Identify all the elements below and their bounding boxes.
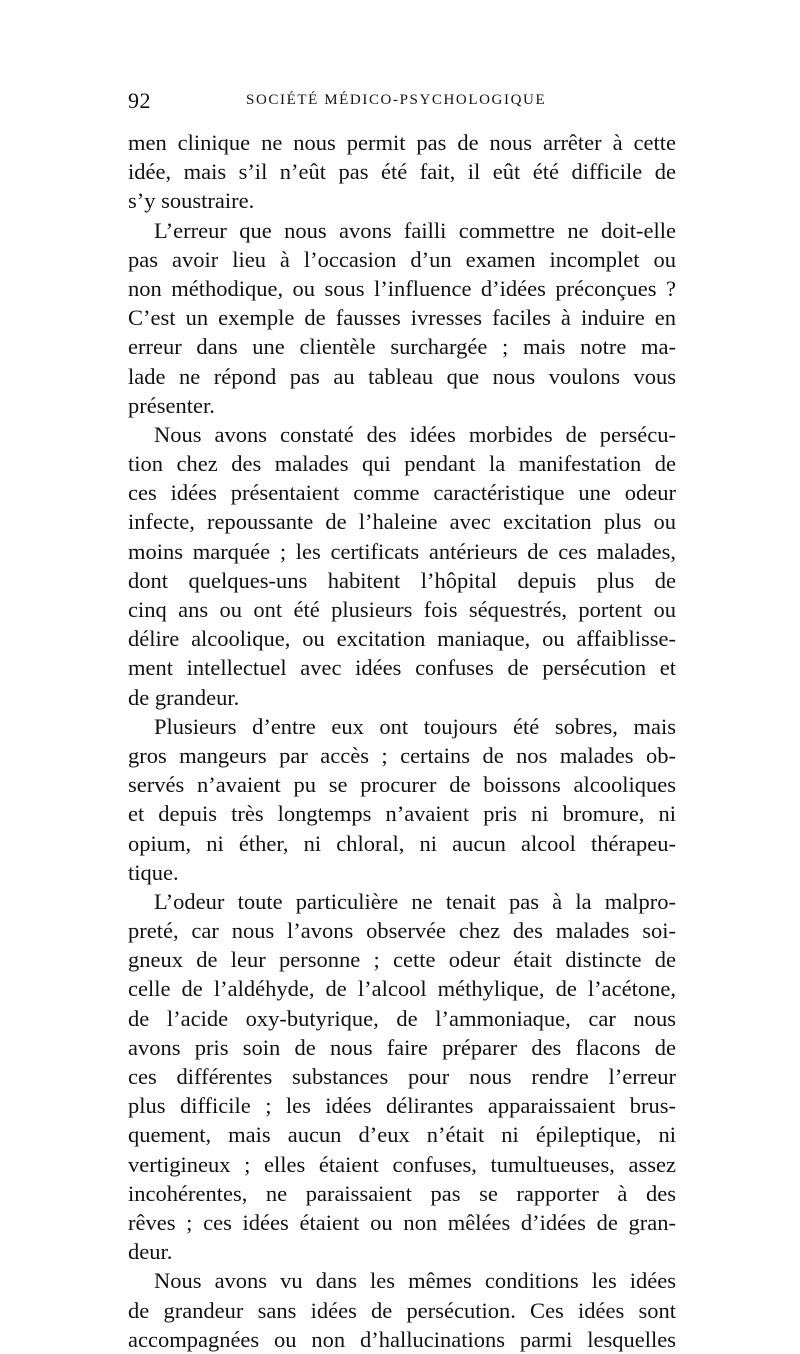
text-line: opium, ni éther, ni chloral, ni aucun alcool thérapeu- bbox=[128, 830, 676, 856]
text-line: présenter. bbox=[128, 392, 215, 418]
text-line: avons pris soin de nous faire préparer des flacons de bbox=[128, 1034, 676, 1060]
text-line: men clinique ne nous permit pas de nous arrêter à cette bbox=[128, 130, 676, 155]
text-line: infecte, repoussante de l’haleine avec excitation plus ou bbox=[128, 509, 676, 535]
text-line: accompagnées ou non d’hallucinations parmi lesquelles bbox=[128, 1326, 676, 1352]
text-line: deur. bbox=[128, 1239, 173, 1265]
text-line: moins marquée ; les certificats antérieurs de ces malades, bbox=[128, 538, 676, 564]
paragraph-start-line: Nous avons vu dans les mêmes conditions les idées bbox=[154, 1268, 676, 1294]
paragraph-start-line: L’erreur que nous avons failli commettre ne doit-elle bbox=[154, 217, 676, 243]
text-line: tique. bbox=[128, 859, 179, 885]
text-line: délire alcoolique, ou excitation maniaque, ou affaiblisse- bbox=[128, 626, 676, 652]
text-line: ces idées présentaient comme caractéristique une odeur bbox=[128, 480, 676, 506]
text-line: rêves ; ces idées étaient ou non mêlées d’idées de gran- bbox=[128, 1209, 676, 1235]
text-line: ces différentes substances pour nous rendre l’erreur bbox=[128, 1064, 676, 1089]
text-line: pas avoir lieu à l’occasion d’un examen incomplet ou bbox=[128, 246, 676, 272]
text-line: gros mangeurs par accès ; certains de nos malades ob- bbox=[128, 742, 676, 768]
page-number: 92 bbox=[128, 88, 151, 113]
text-line: de l’acide oxy-butyrique, de l’ammoniaque, car nous bbox=[128, 1005, 676, 1031]
body-text bbox=[128, 128, 676, 1354]
text-line: ment intellectuel avec idées confuses de persécution et bbox=[128, 655, 676, 681]
text-line: gneux de leur personne ; cette odeur était distincte de bbox=[128, 947, 676, 973]
text-line: tion chez des malades qui pendant la manifestation de bbox=[128, 451, 676, 477]
text-line: preté, car nous l’avons observée chez des malades soi- bbox=[128, 918, 676, 944]
page-header bbox=[128, 88, 676, 118]
text-line: plus difficile ; les idées délirantes apparaissaient brus- bbox=[128, 1093, 676, 1119]
text-line: idée, mais s’il n’eût pas été fait, il eût été difficile de bbox=[128, 159, 676, 185]
text-line: quement, mais aucun d’eux n’était ni épileptique, ni bbox=[128, 1122, 676, 1148]
text-line: incohérentes, ne paraissaient pas se rapporter à des bbox=[128, 1180, 676, 1206]
text-line: cinq ans ou ont été plusieurs fois séquestrés, portent ou bbox=[128, 597, 676, 622]
text-line: servés n’avaient pu se procurer de boissons alcooliques bbox=[128, 772, 676, 798]
text-line: lade ne répond pas au tableau que nous voulons vous bbox=[128, 363, 676, 389]
paragraph-start-line: Nous avons constaté des idées morbides de persécu- bbox=[154, 421, 676, 447]
text-line: non méthodique, ou sous l’influence d’idées préconçues ? bbox=[128, 275, 676, 301]
text-line: s’y soustraire. bbox=[128, 188, 255, 214]
text-line: et depuis très longtemps n’avaient pris ni bromure, ni bbox=[128, 801, 676, 827]
paragraph-start-line: Plusieurs d’entre eux ont toujours été sobres, mais bbox=[154, 713, 676, 739]
paragraph-start-line: L’odeur toute particulière ne tenait pas à la malpro- bbox=[154, 888, 676, 914]
text-line: celle de l’aldéhyde, de l’alcool méthylique, de l’acétone, bbox=[128, 976, 676, 1002]
text-line: de grandeur sans idées de persécution. Ces idées sont bbox=[128, 1297, 676, 1323]
text-line: C’est un exemple de fausses ivresses faciles à induire en bbox=[128, 305, 676, 331]
text-line: vertigineux ; elles étaient confuses, tumultueuses, assez bbox=[128, 1151, 676, 1177]
running-title: SOCIÉTÉ MÉDICO-PSYCHOLOGIQUE bbox=[246, 92, 547, 108]
text-line: de grandeur. bbox=[128, 684, 240, 710]
text-line: dont quelques-uns habitent l’hôpital depuis plus de bbox=[128, 567, 676, 593]
text-line: erreur dans une clientèle surchargée ; mais notre ma- bbox=[128, 334, 676, 360]
